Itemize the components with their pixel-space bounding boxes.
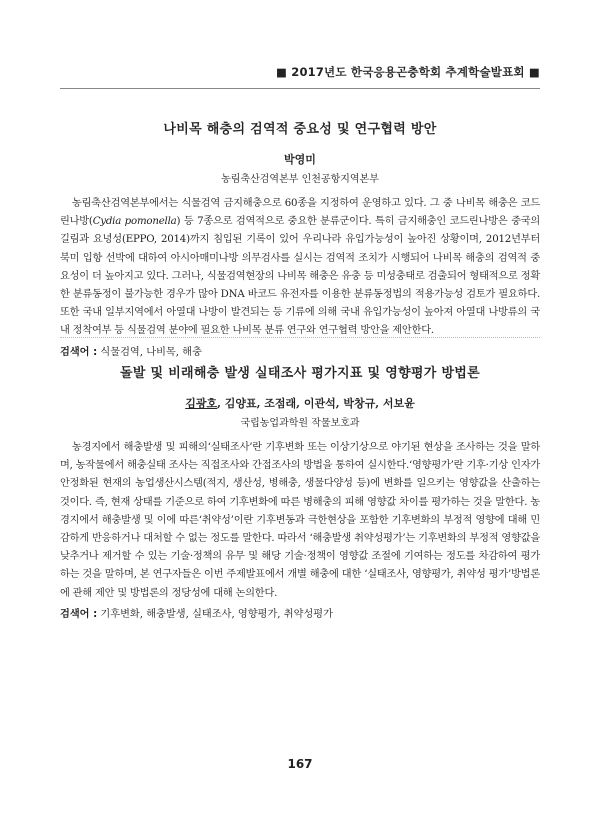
co-authors: , 김양표, 조점래, 이관석, 박창규, 서보윤	[217, 397, 415, 410]
species-name: Cydia pomonella	[92, 216, 177, 228]
header-rule	[60, 88, 540, 89]
abstract-title: 나비목 해충의 검역적 중요성 및 연구협력 방안	[163, 122, 437, 137]
abstract-1	[60, 118, 540, 358]
proceedings-header: ■ 2017년도 한국응용곤충학회 추계학술발표회 ■	[275, 65, 540, 79]
abstract-body-text: 농림축산검역본부에서는 식물검역 금지해충으로 60종을 지정하여 운영하고 있다. 그 중 나비목 해충은 코드린나방(	[60, 198, 540, 228]
abstract-keywords	[60, 343, 540, 358]
abstract-authors	[60, 395, 540, 411]
abstract-affiliation: 농림축산검역본부 인천공항지역본부	[221, 174, 379, 185]
abstract-authors: 박영미	[284, 153, 316, 166]
abstract-body: 농경지에서 해충발생 및 피해의‘실태조사’란 기후변화 또는 이상기상으로 야기된 현상을 조사하는 것을 말하며, 농작물에서 해충실태 조사는 직접조사와 간접조사의 방법을 통하여 실시한다.‘영향평가’란 기후·기상 인자가 안정화된 현재의 농업생산시스템(적지, 생산성, 병해충, 생물다양성 등)에 변화를 일으키는 영향값을 산출하는 것이다. 즉, 현재 상태를 기준으로 하여 기후변화에 따른 병해충의 피해 영향값 차이를 평가하는 것을 말한다. 농경지에서 해충발생 및 이에 따른‘취약성’이란 기후변동과 극한현상을 포함한 기후변화의 부정적 영향에 대해 민감하게 반응하거나 대처할 수 없는 정도를 말한다. 따라서 ‘해충발생 취약성평가’는 기후변화의 부정적 영향값을 낮추거나 제거할 수 있는 기술·정책의 유무 및 해당 기술·정책이 영향값 조절에 기여하는 정도를 차감하여 평가하는 것을 말하며, 본 연구자들은 이번 주제발표에서 개별 해충에 대한 ‘실태조사, 영향평가, 취약성 평가’방법론에 관해 제안 및 방법론의 정당성에 대해 논의한다.	[60, 442, 540, 599]
abstract-2	[60, 362, 540, 620]
keywords-list: 식물검역, 나비목, 해충	[97, 346, 202, 358]
page-number: 167	[287, 757, 313, 771]
abstract-keywords	[60, 605, 540, 620]
section-separator	[60, 337, 540, 338]
keywords-list: 기후변화, 해충발생, 실태조사, 영향평가, 취약성평가	[97, 608, 333, 620]
abstract-affiliation: 국립농업과학원 작물보호과	[240, 418, 360, 429]
abstract-title: 돌발 및 비래해충 발생 실태조사 평가지표 및 영향평가 방법론	[119, 366, 481, 381]
keywords-label: 검색어 :	[60, 346, 98, 358]
abstract-body	[60, 195, 540, 341]
abstract-body-text: ) 등 7종으로 검역적으로 중요한 분류군이다. 특히 금지해충인 코드린나방은 중국의 길림과 요녕성(EPPO, 2014)까지 침입된 기록이 있어 우리나라 유입가능성이 높아진 상황이며, 2012년부터 북미 입항 선박에 대하여 아시아매미나방 의무검사를 실시는 검역적 조치가 시행되어 나비목 해충의 검역적 중요성이 더 높아지고 있다. 그러나, 식물검역현장의 나비목 해충은 유충 등 미성충태로 검출되어 형태적으로 정확한 분류동정이 불가능한 경우가 많아 DNA 바코드 유전자를 이용한 분류동정법의 적용가능성 검토가 필요하다. 또한 국내 일부지역에서 아열대 나방이 발견되는 등 기류에 의해 국내 유입가능성이 높아져 아열대 나방류의 국내 정착여부 등 식물검역 분야에 필요한 나비목 분류 연구와 연구협력 방안을 제안한다.	[60, 216, 541, 337]
presenting-author: 김광호	[185, 397, 218, 410]
keywords-label: 검색어 :	[60, 608, 98, 620]
